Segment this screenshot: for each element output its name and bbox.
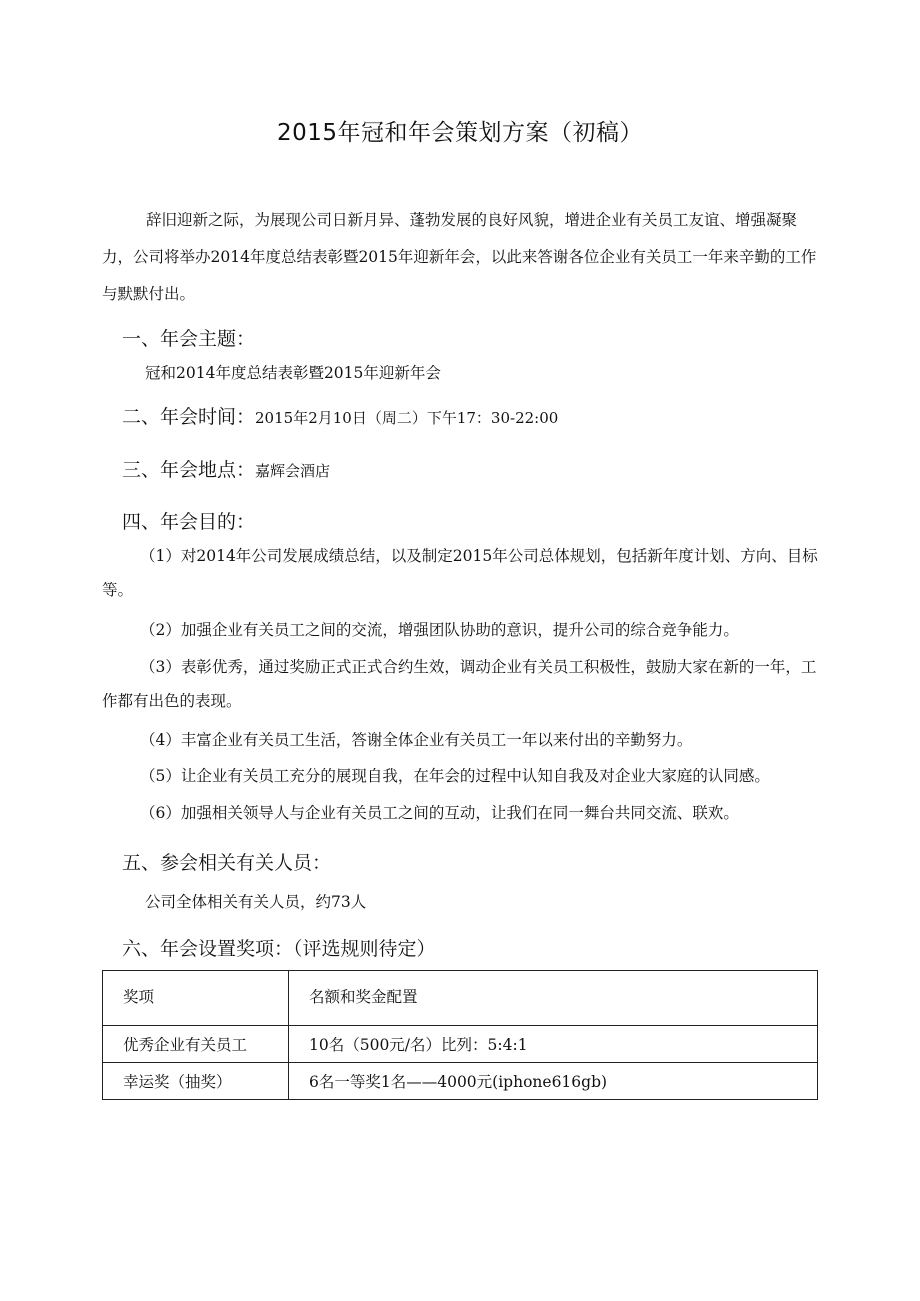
table-header-row xyxy=(103,971,818,1026)
table-cell: 优秀企业有关员工 xyxy=(103,1026,289,1063)
section-purpose-heading: 四、年会目的： xyxy=(122,511,256,533)
table-row xyxy=(103,1026,818,1063)
section-theme-content: 冠和2014年度总结表彰暨2015年迎新年会 xyxy=(145,364,441,382)
awards-table xyxy=(102,970,818,1100)
section-attendees-heading: 五、参会相关有关人员： xyxy=(122,852,332,874)
intro-paragraph: 辞旧迎新之际，为展现公司日新月异、蓬勃发展的良好风貌，增进企业有关员工友谊、增强凝聚力，公司将举办2014年度总结表彰暨2015年迎新年会，以此来答谢各位企业有关员工一年来辛勤的工作与默默付出。 xyxy=(102,211,817,303)
table-header-cell: 名额和奖金配置 xyxy=(289,971,818,1026)
section-time-heading: 二、年会时间： xyxy=(122,406,256,428)
section-awards-heading: 六、年会设置奖项：（评选规则待定） xyxy=(122,938,436,960)
purpose-item: （2）加强企业有关员工之间的交流，增强团队协助的意识，提升公司的综合竞争能力。 xyxy=(140,621,739,639)
document-title: 2015年冠和年会策划方案（初稿） xyxy=(276,120,644,146)
section-theme-heading: 一、年会主题： xyxy=(122,328,256,350)
section-venue-row xyxy=(122,455,330,482)
section-time-row xyxy=(122,402,558,429)
table-cell: 10名（500元/名）比列：5:4:1 xyxy=(289,1026,818,1063)
table-row xyxy=(103,1063,818,1100)
table-cell: 幸运奖（抽奖） xyxy=(103,1063,289,1100)
section-attendees-content: 公司全体相关有关人员，约73人 xyxy=(145,893,367,911)
purpose-item: （1）对2014年公司发展成绩总结，以及制定2015年公司总体规划，包括新年度计划、方向、目标等。 xyxy=(102,547,818,599)
section-venue-content: 嘉辉会酒店 xyxy=(255,462,331,480)
purpose-item: （5）让企业有关员工充分的展现自我，在年会的过程中认知自我及对企业大家庭的认同感。 xyxy=(140,767,770,785)
section-venue-heading: 三、年会地点： xyxy=(122,459,256,481)
purpose-item: （6）加强相关领导人与企业有关员工之间的互动，让我们在同一舞台共同交流、联欢。 xyxy=(140,804,739,822)
purpose-item: （3）表彰优秀，通过奖励正式正式合约生效，调动企业有关员工积极性，鼓励大家在新的一年，工作都有出色的表现。 xyxy=(102,658,817,710)
table-cell: 6名一等奖1名——4000元(iphone616gb) xyxy=(289,1063,818,1100)
section-time-content: 2015年2月10日（周二）下午17：30-22:00 xyxy=(255,409,559,427)
table-header-cell: 奖项 xyxy=(103,971,289,1026)
purpose-item: （4）丰富企业有关员工生活，答谢全体企业有关员工一年以来付出的辛勤努力。 xyxy=(140,731,693,749)
